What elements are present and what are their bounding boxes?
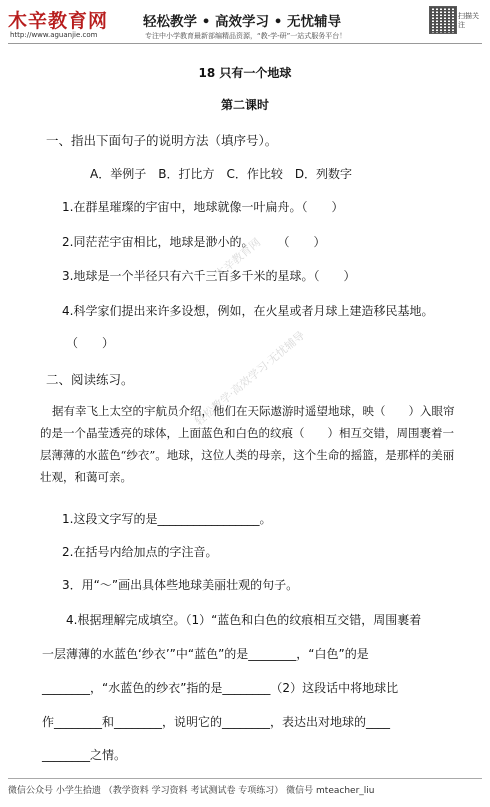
qr-label: 扫描关注 <box>458 12 479 29</box>
reading-question-1: 1.这段文字写的是_________________。 <box>62 512 272 526</box>
section1-heading: 一、指出下面句子的说明方法（填序号）。 <box>46 133 278 148</box>
doc-title: 18 只有一个地球 <box>198 66 292 80</box>
header-slogan: 轻松教学 • 高效学习 • 无忧辅导 <box>143 14 342 30</box>
method-options: A．举例子 B．打比方 C．作比较 D．列数字 <box>90 167 353 181</box>
question-item: 4.科学家们提出来许多设想，例如，在火星或者月球上建造移民基地。 <box>62 304 434 318</box>
section2-heading: 二、阅读练习。 <box>46 372 134 387</box>
header-divider <box>8 43 482 44</box>
page-footer: 微信公众号 小学生拾遗 （教学资料 学习资料 考试测试卷 专项练习） 微信号 mteacher_liu <box>8 778 482 796</box>
header-url[interactable]: http://www.aguanjie.com <box>10 31 98 39</box>
qr-code-icon <box>429 6 457 34</box>
reading-question-4-line: 作________和________，说明它的________，表达出对地球的____ <box>42 715 391 729</box>
header-brand: 木辛教育网 <box>8 10 109 32</box>
watermark: 轻松教学·高效学习·无忧辅导 <box>192 328 308 429</box>
answer-blank: （ ） <box>66 336 115 350</box>
question-item: 2.同茫茫宇宙相比，地球是渺小的。 （ ） <box>62 235 326 249</box>
reading-question-2: 2.在括号内给加点的字注音。 <box>62 545 218 559</box>
reading-question-4-line: 4.根据理解完成填空。（1）“蓝色和白色的纹痕相互交错，周围裹着 <box>66 613 422 627</box>
header-subtitle: 专注中小学教育最新部编精品资源，“教-学-研”一站式服务平台！ <box>145 32 347 40</box>
reading-question-3: 3．用“～”画出具体些地球美丽壮观的句子。 <box>62 578 299 592</box>
watermark: 木辛教育网 <box>212 235 264 282</box>
reading-question-4-line: 一层薄薄的水蓝色‘纱衣’”中“蓝色”的是________，“白色”的是 <box>42 647 369 661</box>
reading-question-4-line: ________之情。 <box>42 748 127 762</box>
question-item: 1.在群星璀璨的宇宙中，地球就像一叶扁舟。（ ） <box>62 200 344 214</box>
reading-passage: 据有幸飞上太空的宇航员介绍，他们在天际遨游时遥望地球，映（ ）入眼帘的是一个晶莹透亮的球体，上面蓝色和白色的纹痕（ ）相互交错，周围裹着一层薄薄的水蓝色“纱衣”。地球，这位人类的母亲，这个生命的摇篮，是那样的美丽壮观，和蔼可亲。 <box>40 404 455 484</box>
question-item: 3.地球是一个半径只有六千三百多千米的星球。（ ） <box>62 269 356 283</box>
doc-subtitle: 第二课时 <box>220 98 269 112</box>
reading-question-4-line: ________，“水蓝色的纱衣”指的是________（2）这段话中将地球比 <box>42 681 399 695</box>
